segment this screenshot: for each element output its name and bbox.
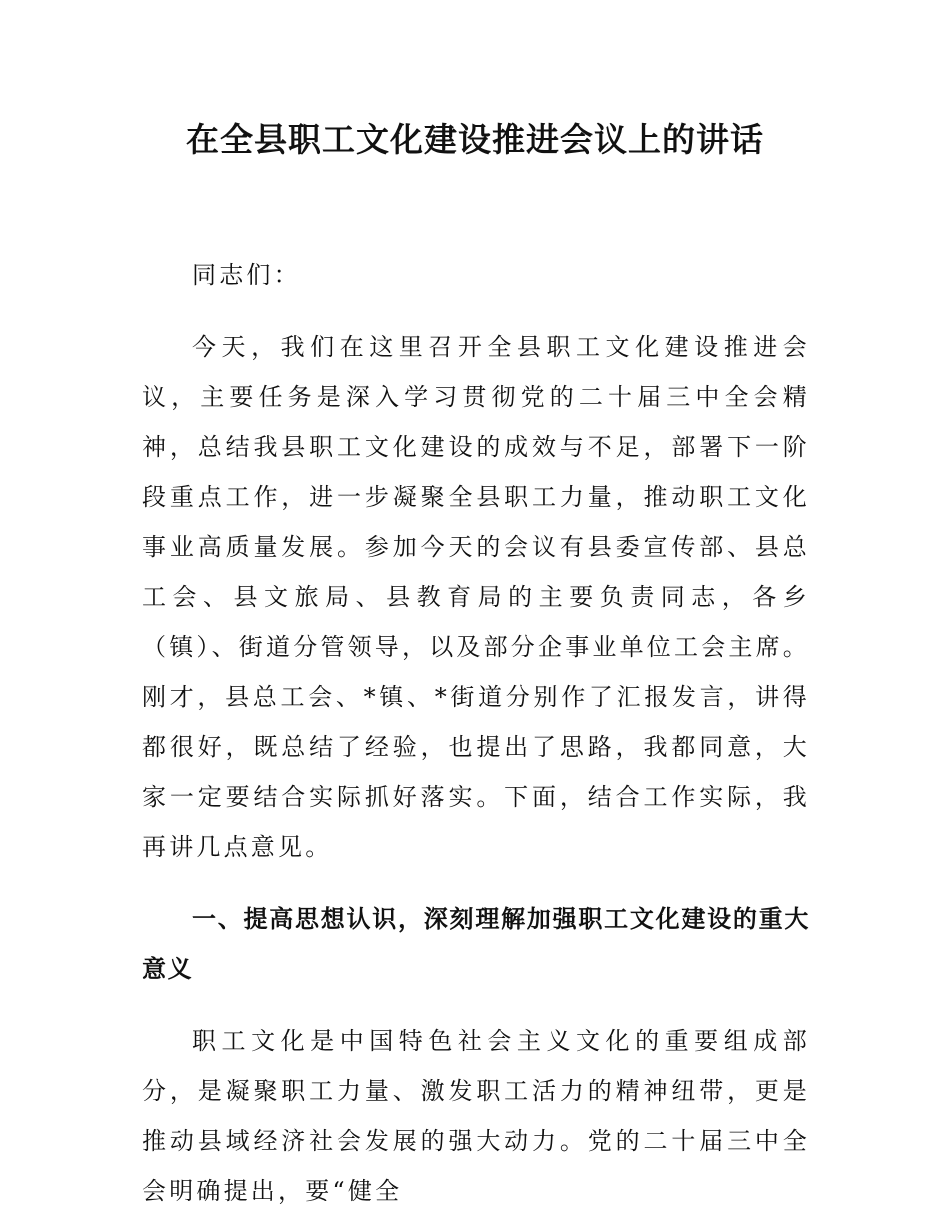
section-1-paragraph: 职工文化是中国特色社会主义文化的重要组成部分，是凝聚职工力量、激发职工活力的精神纽带，更是推动县域经济社会发展的强大动力。党的二十届三中全会明确提出，要“健全	[142, 1027, 810, 1205]
intro-paragraph: 今天，我们在这里召开全县职工文化建设推进会议，主要任务是深入学习贯彻党的二十届三中全会精神，总结我县职工文化建设的成效与不足，部署下一阶段重点工作，进一步凝聚全县职工力量，推动职工文化事业高质量发展。参加今天的会议有县委宣传部、县总工会、县文旅局、县教育局的主要负责同志，各乡（镇）、街道分管领导，以及部分企事业单位工会主席。刚才，县总工会、*镇、*街道分别作了汇报发言，讲得都很好，既总结了经验，也提出了思路，我都同意，大家一定要结合实际抓好落实。下面，结合工作实际，我再讲几点意见。	[142, 333, 810, 861]
document-title: 在全县职工文化建设推进会议上的讲话	[186, 120, 764, 159]
document-body	[142, 250, 810, 1216]
section-1-heading: 一、提高思想认识，深刻理解加强职工文化建设的重大意义	[142, 905, 810, 983]
salutation: 同志们：	[192, 261, 301, 289]
